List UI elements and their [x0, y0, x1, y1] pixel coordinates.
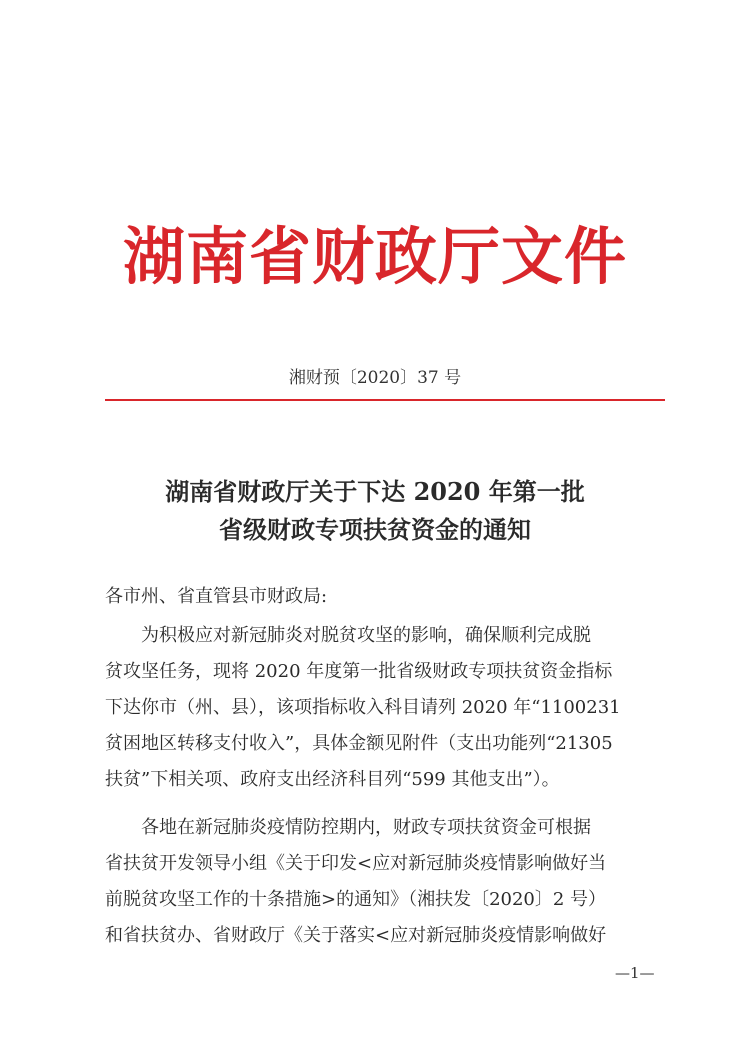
document-number: 湘财预〔2020〕37 号 — [288, 368, 462, 388]
page-number: —1— — [615, 964, 655, 982]
issuing-authority-header: 湖南省财政厅文件 — [122, 220, 627, 293]
paragraph-line: 下达你市（州、县），该项指标收入科目请列 2020 年“1100231 — [105, 697, 621, 718]
paragraph-line: 和省扶贫办、省财政厅《关于落实<应对新冠肺炎疫情影响做好 — [105, 925, 607, 946]
paragraph-1 — [105, 618, 665, 798]
red-separator-line — [105, 399, 665, 401]
salutation: 各市州、省直管县市财政局: — [105, 586, 328, 607]
document-title-line-1: 湖南省财政厅关于下达 2020 年第一批 — [165, 477, 585, 506]
paragraph-line: 为积极应对新冠肺炎对脱贫攻坚的影响，确保顺利完成脱 — [141, 625, 591, 646]
paragraph-line: 前脱贫攻坚工作的十条措施>的通知》（湘扶发〔2020〕2 号） — [105, 889, 607, 910]
document-title-line-2: 省级财政专项扶贫资金的通知 — [219, 515, 531, 544]
paragraph-line: 扶贫”下相关项、政府支出经济科目列“599 其他支出”）。 — [105, 769, 560, 790]
paragraph-2 — [105, 810, 665, 954]
paragraph-line: 省扶贫开发领导小组《关于印发<应对新冠肺炎疫情影响做好当 — [105, 853, 607, 874]
paragraph-line: 贫攻坚任务，现将 2020 年度第一批省级财政专项扶贫资金指标 — [105, 661, 613, 682]
paragraph-line: 各地在新冠肺炎疫情防控期内，财政专项扶贫资金可根据 — [141, 817, 591, 838]
paragraph-line: 贫困地区转移支付收入”，具体金额见附件（支出功能列“21305 — [105, 733, 613, 754]
document-title — [100, 473, 650, 549]
